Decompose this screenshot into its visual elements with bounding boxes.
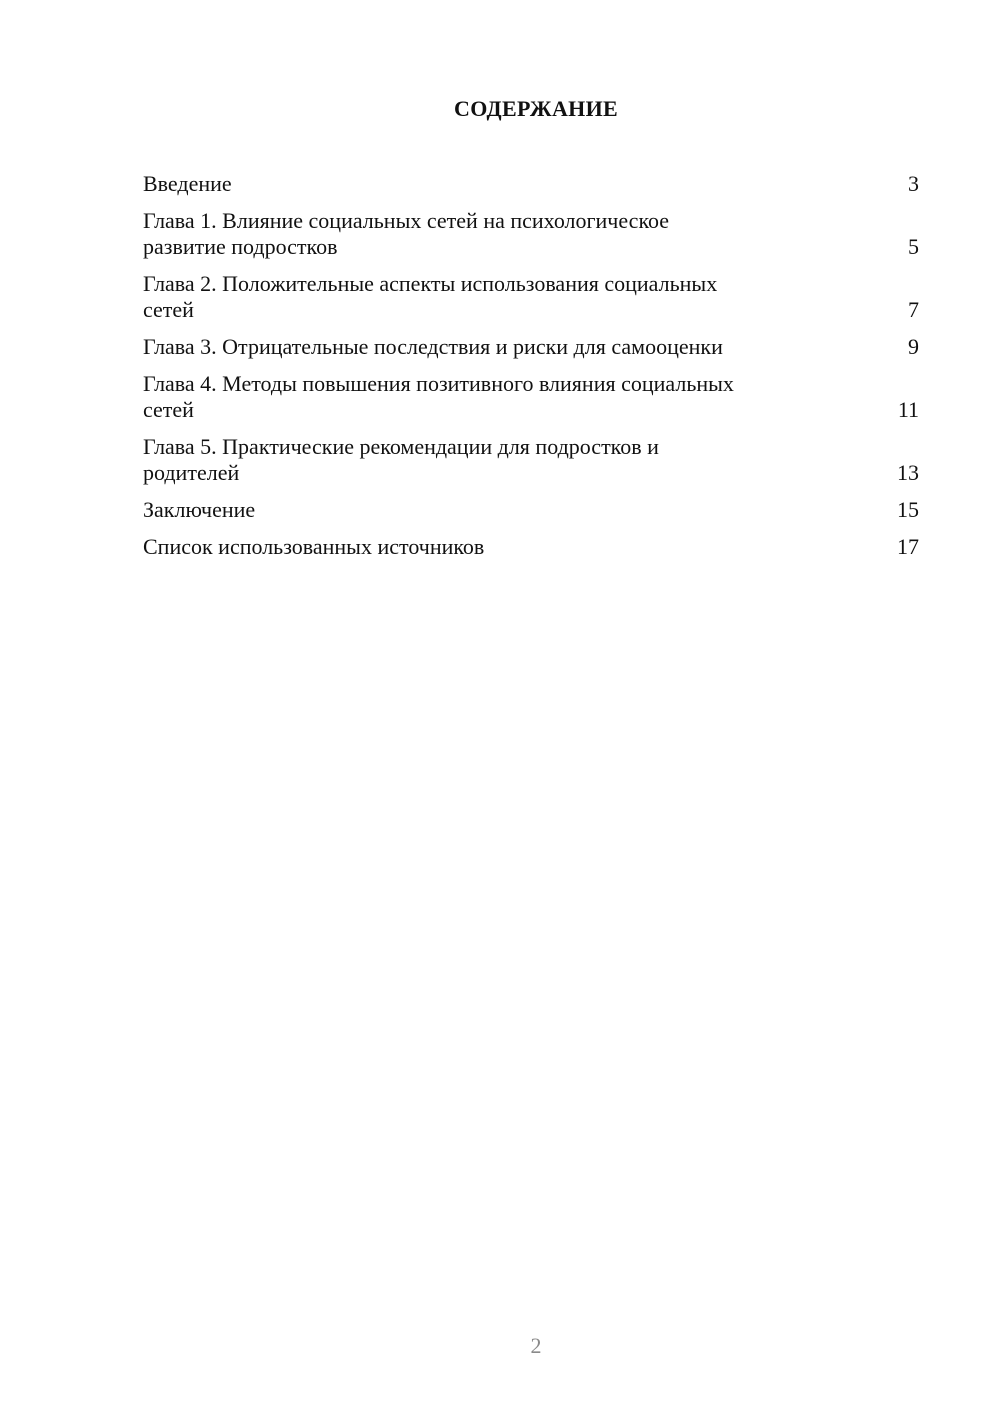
toc-entry-label: Глава 3. Отрицательные последствия и риски для самооценки [143, 334, 723, 359]
toc-entry-chapter-3 [143, 334, 919, 360]
toc-entry-label: Глава 2. Положительные аспекты использования социальных сетей [143, 271, 718, 322]
toc-entry-chapter-2 [143, 271, 919, 323]
toc-entry-page-number: 17 [897, 534, 919, 559]
toc-entry-chapter-4 [143, 371, 919, 423]
page-number: 2 [530, 1333, 542, 1358]
toc-entry-page-number: 5 [908, 234, 919, 259]
toc-entry-label: Глава 1. Влияние социальных сетей на психологическое развитие подростков [143, 208, 670, 259]
toc-entry-label: Заключение [143, 497, 256, 522]
table-of-contents [143, 171, 919, 571]
toc-entry-label: Список использованных источников [143, 534, 485, 559]
toc-entry-page-number: 15 [897, 497, 919, 522]
toc-entry-chapter-1 [143, 208, 919, 260]
toc-entry-chapter-5 [143, 434, 919, 486]
toc-entry-page-number: 9 [908, 334, 919, 359]
page-title: СОДЕРЖАНИЕ [454, 96, 618, 121]
toc-entry-conclusion [143, 497, 919, 523]
toc-entry-page-number: 7 [908, 297, 919, 322]
toc-entry-label: Глава 5. Практические рекомендации для подростков и родителей [143, 434, 659, 485]
toc-entry-label: Введение [143, 171, 232, 196]
toc-entry-introduction [143, 171, 919, 197]
toc-entry-page-number: 11 [897, 397, 919, 422]
toc-entry-page-number: 13 [897, 460, 919, 485]
toc-entry-references [143, 534, 919, 560]
toc-entry-label: Глава 4. Методы повышения позитивного влияния социальных сетей [143, 371, 734, 422]
toc-entry-page-number: 3 [908, 171, 919, 196]
